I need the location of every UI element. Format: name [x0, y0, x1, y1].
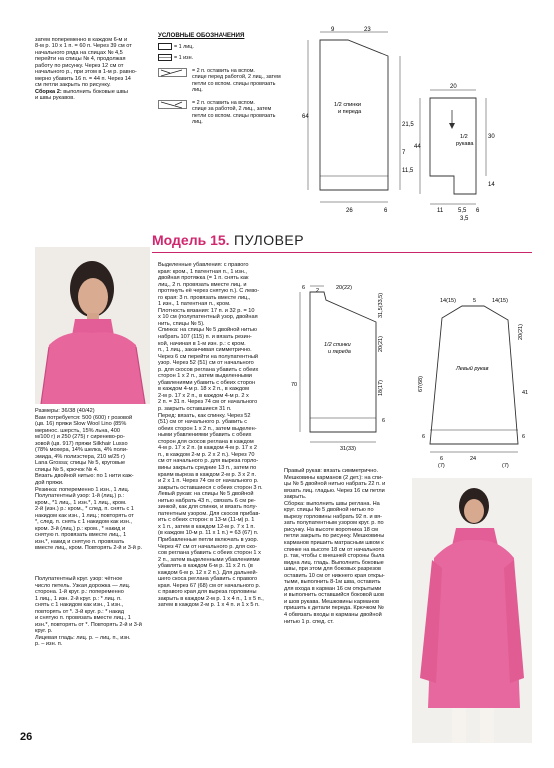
body-half-label: 1/2 спинки и переда [334, 102, 362, 115]
legend-title: УСЛОВНЫЕ ОБОЗНАЧЕНИЯ [158, 32, 245, 39]
top-left-paragraph: затем попеременно в каждом 6-м и 8-м р. 10 х 1 п. = 60 п. Через 39 см от начального ряда на спицах № 4,5 перейти на спицы № 4, продолжая работу по рисунку. Через 12 см от начального р., при этом в 1-м р. равно- мерно убавить 16 п. = 44 п. Через 14 см петли закрыть по рисунку. [35, 36, 137, 89]
body-half-label: 1/2 спинки и переда [324, 342, 351, 355]
dim-label: 14(15) [440, 298, 456, 304]
body-pattern-diagram [288, 282, 416, 468]
dim-label: 14(15) [492, 298, 508, 304]
portrait-illustration [35, 247, 150, 404]
dim-label: 30 [488, 134, 495, 140]
legend-text: = 1 лиц. [174, 43, 194, 50]
dim-label: 20(22) [336, 285, 352, 291]
dim-label: 18(17) [378, 380, 384, 396]
dim-label: 5 [473, 298, 477, 304]
dim-label: 9 [331, 27, 335, 33]
legend-item-knit [158, 43, 194, 50]
dim-label: 23 [364, 27, 371, 33]
fullbody-illustration [412, 478, 532, 743]
dim-label: 20(21) [518, 324, 524, 340]
model-name: ПУЛОВЕР [234, 232, 305, 248]
col2-text: Выделенные убавления: с правого края: кром., 1 патентная п., 1 изн., двойная протяжка (= 1 п. снять как лиц., 2 п. провязать вместе лиц. и протянуть её через снятую п.). С лево- го края: 3 п. провязать вместе лиц., 1 изн., 1 патентная п., кром. Плотность вязания: 17 п. и 32 р. = 10 х 10 см (полупатентный узор, двойная нить, спицы № 5). Спинка: на спицы № 5 двойной нитью набрать 107 (115) п. и вязать резин- кой, начиная в 1-м изн. р.: с кром. п., 1 лиц., заканчивая симметрично. Через 6 см перейти на полупатентный узор. Через 52 (51) см от начального р. для скосов реглана убавить с обеих сторон 1 х 2 п., затем выделенными убавлениями убавить с обеих сторон в каждом 4-м р. 18 х 2 п., в каждом 2-м р. 17 х 2 п., в каждом 4-м р. 2 х 2 п. = 31 п. Через 74 см от начального р. закрыть оставшиеся 31 п. Перед: вязать, как спинку. Через 52 (51) см от начального р. убавить с обеих сторон 1 х 2 п., затем выделен- ными убавлениями убавить с обеих сторон для скосов реглана в каждом 4-м р. 17 х 2 п. (в каждом 4-м р. 17 х 2 п., в каждом 2-м р. 2 х 2 п.). Через 70 см от начального р. для выреза горло- вины закрыть средние 13 п., затем по краям выреза в каждом 2-м р. 3 х 2 п. и 2 х 1 п. Через 74 см от начального р. закрыть оставшиеся с обеих сторон 3 п. Левый рукав: на спицы № 5 двойной нитью набрать 43 п., связать 6 см ре- зинкой, как для спинки, и вязать полу- патентным узором. Для скосов прибав- ить с обеих сторон: в 13-м (11-м) р. 1 х 1 п., затем в каждом 12-м р. 7 х 1 п. (в каждом 10-м р. 11 х 1 п.) = 63 (67) п. Прибавленные петли включать в узор. Через 47 см от начального р. для ско- сов реглана убавить с обеих сторон 1 х 2 п., затем выделенными убавлениями убавлять в каждом 6-м р. 11 х 2 п. (в каждом 6-м р. 12 х 2 п.). Для дальней- шего скоса реглана убавить с правого края. Через 67 (68) см от начального р. с правого края для выреза горловины закрыть в каждом 2-м р. 1 х 4 п., 1 х 5 п., затем в каждом 2-м р. 1 х 4 п. и 1 х 5 п. [158, 262, 264, 609]
legend-item-cable-front: = 2 п. оставить на вспом. спице перед работой, 2 лиц., затем петли со вспом. спицы провязать лиц. [192, 68, 281, 94]
dim-label: 3,5 [460, 216, 469, 222]
dim-label: 64 [302, 114, 309, 120]
dim-label: 6 [422, 434, 426, 440]
col1-text-a: Размеры: 36/38 (40/42) Вам потребуется: 500 (600) г розовой (цв. 16) пряжи Slow Wool Lino (85% меринос. шерсть, 15% льна, 400 м/100 г) и 250 (275) г сиренево-ро- зовой (цв. 917) пряжи Silkhair Lusso (78% мохера, 14% шелка, 4% поли- эмида, 4% полиэстера, 210 м/25 г) Lana Grossa; спицы № 5, круговые спицы № 5, крючок № 4. Вязать двойной нитью: по 1 нити каж- дой пряжи. Резинка: попеременно 1 изн., 1 лиц. Полупатентный узор: 1-й (лиц.) р.: кром., *1 лиц., 1 изн.*, 1 лиц., кром. 2-й (изн.) р.: кром., * след. п. снять с 1 накидом как изн., 1 лиц.; повторять от *, след. п. снять с 1 накидом как изн., кром. 3-й (лиц.) р.: кром., * накид и снятую п. провязать вместе лиц., 1 изн.*, накид и снятую п. провязать вместе лиц., кром. Повторять 2-й и 3-й р. [35, 408, 143, 552]
legend-item-cable-back: = 2 п. оставить на вспом. спице за работой, 2 лиц., затем петли со вспом. спицы провязать лиц. [192, 100, 276, 126]
sleeve-label: Левый рукав [456, 366, 489, 372]
model-photo-portrait [35, 247, 150, 404]
dim-label: 6 [384, 208, 388, 214]
model-title [152, 232, 532, 253]
dim-label: (7) [502, 463, 509, 468]
dim-label: 41 [522, 390, 529, 396]
purl-symbol-icon [158, 54, 172, 61]
dim-label: 2 [316, 288, 320, 294]
dim-label: 6 [382, 418, 386, 424]
dim-label: 70 [291, 382, 298, 388]
dim-label: 11 [437, 208, 444, 214]
model-number: Модель 15. [152, 232, 230, 248]
dim-label: 24 [470, 456, 477, 462]
dim-label: 6 [440, 456, 444, 462]
top-left-bold: Сборка 2: [35, 88, 62, 95]
dim-label: 14 [488, 182, 495, 188]
dim-label: 6 [302, 285, 306, 291]
dim-label: 31,5(33,5) [378, 292, 384, 318]
top-left-text [35, 30, 155, 102]
dim-label: 26 [346, 208, 353, 214]
dim-label: 11,5 [402, 168, 414, 174]
dim-label: 20(21) [378, 336, 384, 352]
model-photo-fullbody [412, 478, 532, 743]
legend [158, 32, 308, 162]
dim-label: 7 [402, 150, 406, 156]
legend-text: = 1 изн. [174, 54, 194, 61]
dim-label: 31(33) [340, 446, 356, 452]
dim-label: 21,5 [402, 122, 414, 128]
dim-label: 6 [522, 434, 526, 440]
page-number: 26 [20, 731, 33, 743]
legend-item-purl [158, 54, 193, 61]
cable-back-symbol-icon [158, 100, 188, 110]
col3-text: Правый рукав: вязать симметрично. Мешковины карманов (2 дет.): на спи- цы № 5 двойной нитью набрать 22 п. и вязать лиц. гладью. Через 16 см петли закрыть. Сборка: выполнить швы реглана. На круг. спицы № 5 двойной нитью по вырезу горловины набрать 92 п. и вя- зать полупатентным узором круг. р. по рисунку. На высоте воротника 18 см петли закрыть по рисунку. Мешковины карманов пришить матрасным швом к спинке на высоте 18 см от начального р. так, чтобы с внешней стороны была видна лиц. гладь. Выполнить боковые швы, при этом для боковых разрезов оставить 10 см от нижнего края откры- тыми, выполнить 8-1м шва, оставить для входа в карман 16 см открытыми и выполнить оставшийся боковой шов и шов рукава. Мешковины карманов пришить к детали переда. Крючком № 4 обвязать входы в карманы двойной нитью 1 р. спед. ст. [284, 468, 386, 625]
cable-front-symbol-icon [158, 68, 188, 78]
dim-label: 6 [476, 208, 480, 214]
dim-label: 5,5 [458, 208, 467, 214]
dim-label: 44 [414, 144, 421, 150]
top-pattern-diagram [300, 26, 540, 226]
sleeve-pattern-diagram [418, 288, 530, 468]
dim-label: (7) [438, 463, 445, 468]
dim-label: 20 [450, 84, 457, 90]
sleeve-half-label: 1/2 рукава [456, 134, 474, 147]
knit-symbol-icon [158, 43, 172, 50]
col1-text-b: Полупатентный круг. узор: чётное число петель. Узкая дорожка — лиц. сторона. 1-й круг. р.: попеременно 1 лиц., 1 изн. 2-й круг. р.: * лиц. п. снять с 1 накидом как изн., 1 изн., повторять от *. 3-й круг. р.: * накид и снятую п. провязать вместе лиц., 1 изн.*, повторять от *. Повторять 2-й и 3-й круг. р. Лицевая гладь: лиц. р. – лиц. п., изн. р. – изн. п. [35, 576, 142, 648]
dim-label: 67(68) [418, 376, 424, 392]
top-left-rest: выполнить боковые швы и швы рукавов. [35, 88, 128, 102]
